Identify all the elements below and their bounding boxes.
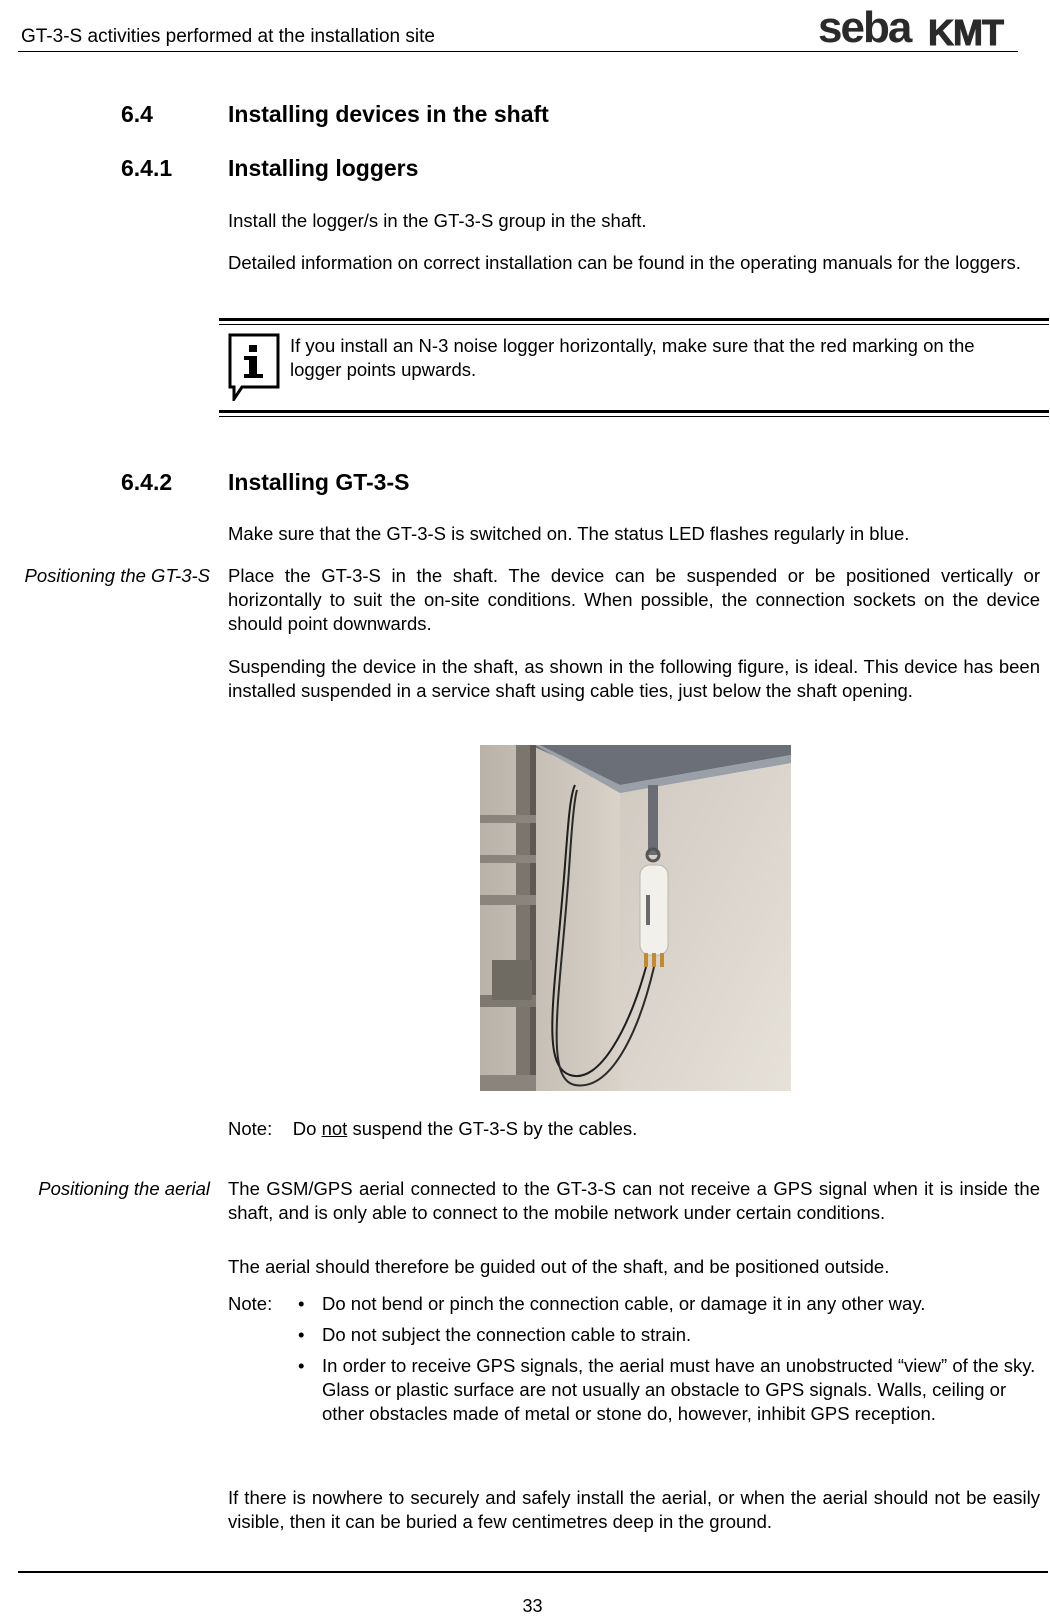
infobox-top-rule (219, 318, 1049, 325)
paragraph-place-device: Place the GT-3-S in the shaft. The device can be suspended or be positioned vertically or horizontally to suit the on-site conditions. When possible, the connection sockets on the device should point downwards. (228, 565, 1040, 634)
shaft-installation-photo (480, 745, 791, 1091)
header-rule (18, 51, 1018, 52)
note-text-pre: Do (292, 1118, 317, 1139)
section-number-6-4: 6.4 (121, 101, 153, 127)
section-number-6-4-1: 6.4.1 (121, 155, 173, 181)
margin-label-positioning-aerial: Positioning the aerial (38, 1178, 210, 1199)
paragraph-switched-on: Make sure that the GT-3-S is switched on. The status LED flashes regularly in blue. (228, 523, 910, 544)
margin-label-positioning-device: Positioning the GT-3-S (24, 565, 210, 586)
paragraph-gsm-gps-aerial: The GSM/GPS aerial connected to the GT-3-S can not receive a GPS signal when it is inside the shaft, and is only able to connect to the mobile network under certain conditions. (228, 1178, 1040, 1223)
paragraph-suspending-device: Suspending the device in the shaft, as shown in the following figure, is ideal. This device has been installed suspended in a service shaft using cable ties, just below the shaft opening. (228, 656, 1040, 701)
section-number-6-4-2: 6.4.2 (121, 469, 173, 495)
infobox-bottom-rule (219, 410, 1049, 417)
logo-kmt-text: KMT (928, 12, 1003, 50)
note-emphasis-not: not (321, 1118, 348, 1139)
running-header-title: GT-3-S activities performed at the installation site (21, 26, 435, 47)
footer-rule (18, 1571, 1048, 1573)
note-text-post: suspend the GT-3-S by the cables. (352, 1118, 638, 1139)
section-title-6-4-1: Installing loggers (228, 155, 419, 181)
logo-seba-text: seba (818, 4, 911, 50)
note-label-aerial: Note: (228, 1293, 273, 1314)
paragraph-aerial-outside: The aerial should therefore be guided out of the shaft, and be positioned outside. (228, 1256, 890, 1277)
infobox-text: If you install an N-3 noise logger horizontally, make sure that the red marking on the logger points upwards. (290, 335, 975, 380)
list-item: • In order to receive GPS signals, the aerial must have an unobstructed “view” of the sky. Glass or plastic surface are not usually an obstacle to GPS signals. Walls, ceiling or other obstacles made of metal or stone do, however, inhibit GPS reception. (296, 1354, 1036, 1426)
paragraph-bury-aerial: If there is nowhere to securely and safely install the aerial, or when the aerial should not be easily visible, then it can be buried a few centimetres deep in the ground. (228, 1487, 1040, 1532)
aerial-note-bullet-list (296, 1292, 1036, 1433)
paragraph-logger-manuals: Detailed information on correct installation can be found in the operating manuals for the loggers. (228, 252, 1021, 273)
page-number: 33 (522, 1596, 543, 1616)
paragraph-install-loggers: Install the logger/s in the GT-3-S group in the shaft. (228, 210, 647, 231)
note-label: Note: (228, 1118, 273, 1139)
info-icon (228, 333, 280, 401)
sebakmt-logo (818, 4, 1040, 50)
note-do-not-suspend (228, 1117, 637, 1141)
section-title-6-4-2: Installing GT-3-S (228, 469, 410, 495)
list-item: • Do not subject the connection cable to strain. (296, 1323, 1036, 1347)
section-title-6-4: Installing devices in the shaft (228, 101, 549, 127)
list-item: • Do not bend or pinch the connection cable, or damage it in any other way. (296, 1292, 1036, 1316)
